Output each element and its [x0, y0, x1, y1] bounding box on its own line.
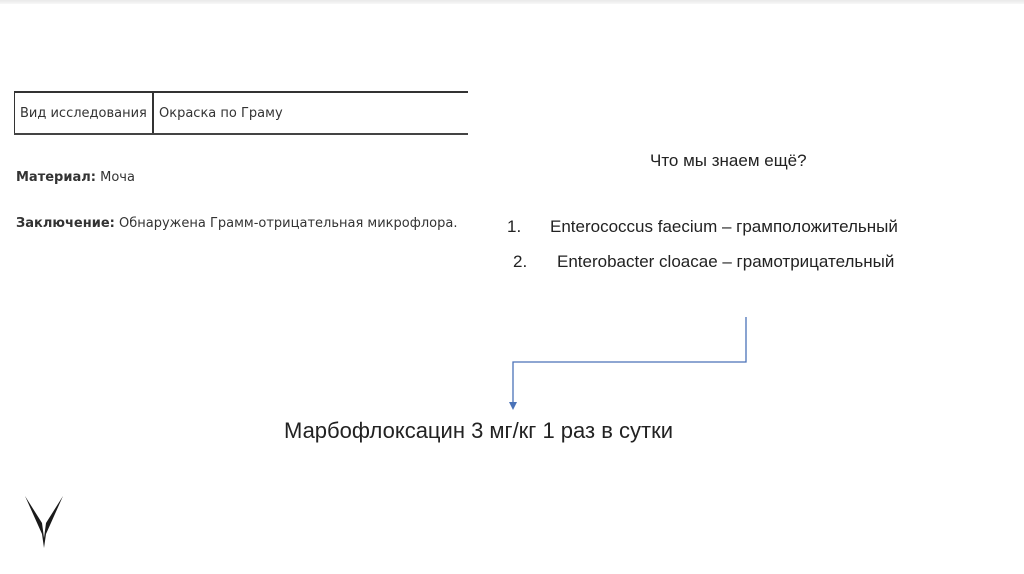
- conclusion-value: Обнаружена Грамм-отрицательная микрофлора.: [118, 216, 458, 231]
- table-value-cell: Окраска по Граму: [159, 105, 283, 121]
- chevron-v-logo-icon: [25, 494, 63, 552]
- treatment-text: Марбофлоксацин 3 мг/кг 1 раз в сутки: [284, 418, 674, 443]
- arrow-head-icon: [509, 402, 517, 410]
- conclusion-label: Заключение:: [16, 216, 115, 231]
- material-value: Моча: [100, 170, 135, 185]
- connector-line: [513, 317, 746, 404]
- list-item-text: Enterococcus faecium – грамположительный: [550, 217, 898, 236]
- question-heading: Что мы знаем ещё?: [650, 151, 807, 170]
- material-label: Материал:: [16, 170, 96, 185]
- table-label-cell: Вид исследования: [14, 93, 154, 133]
- list-item-number: 1.: [507, 217, 522, 236]
- list-item-text: Enterobacter cloacae – грамотрицательный: [557, 252, 895, 271]
- list-item-number: 2.: [513, 252, 528, 271]
